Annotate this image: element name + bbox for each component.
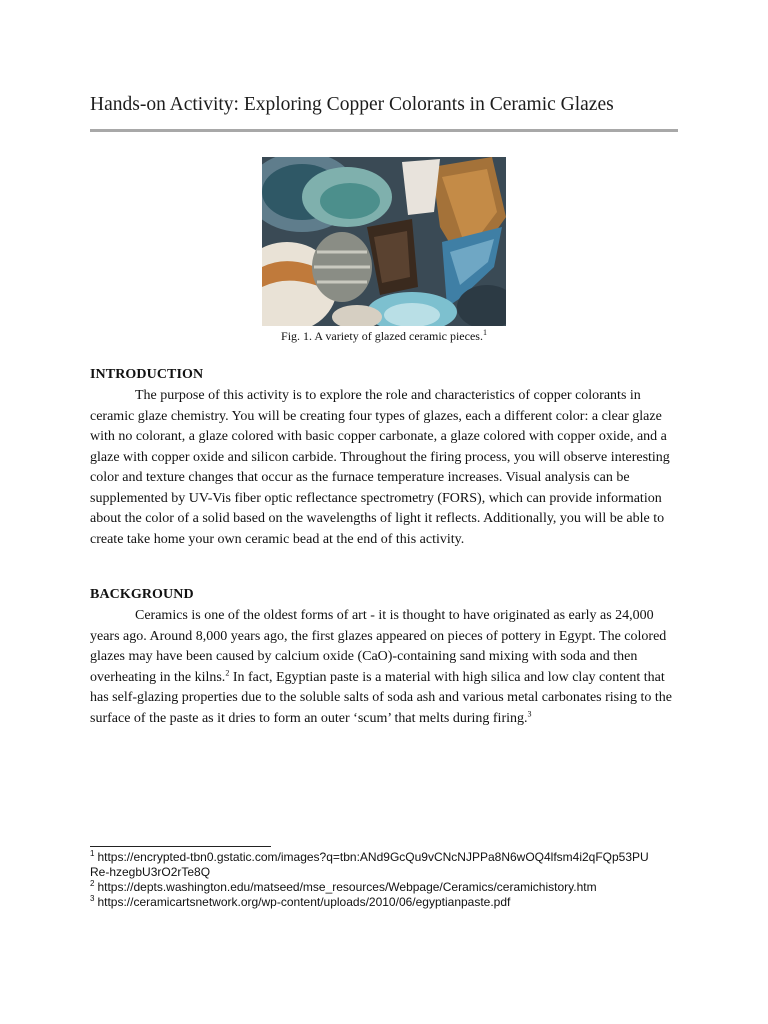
footnote-1 xyxy=(90,850,650,880)
footnote-3 xyxy=(90,895,650,910)
footnote-link[interactable]: https://encrypted-tbn0.gstatic.com/images?q=tbn:ANd9GcQu9vCNcNJPPa8N6wOQ4lfsm4i2qFQp53PURe-hzegbU3rO2rTe8Q xyxy=(90,850,649,879)
background-footnote-ref-2: 2 xyxy=(225,667,230,677)
document-title: Hands-on Activity: Exploring Copper Colorants in Ceramic Glazes xyxy=(90,94,614,115)
background-heading: BACKGROUND xyxy=(90,587,194,602)
background-footnote-ref-3: 3 xyxy=(527,708,532,718)
title-divider xyxy=(90,129,678,132)
ceramics-figure-image xyxy=(262,157,506,326)
introduction-paragraph: The purpose of this activity is to explore the role and characteristics of copper colorants in ceramic glaze chemistry. You will be creating four types of glazes, each a different color: a clear glaze with no colorant, a glaze colored with basic copper carbonate, a glaze colored with copper oxide, and a glaze with copper oxide and silicon carbide. Throughout the firing process, you will observe interesting color and texture changes that occur as the furnace temperature increases. Visual analysis can be supplemented by UV-Vis fiber optic reflectance spectrometry (FORS), which can provide information about the color of a solid based on the wavelengths of light it reflects. Additionally, you will be able to create take home your own ceramic bead at the end of this activity. xyxy=(90,388,670,547)
footnote-link[interactable]: https://depts.washington.edu/matseed/mse_resources/Webpage/Ceramics/ceramichistory.htm xyxy=(97,880,597,894)
footnote-number: 1 xyxy=(90,849,95,858)
figure-caption-footnote-ref: 1 xyxy=(482,328,487,337)
introduction-heading: INTRODUCTION xyxy=(90,367,204,382)
background-text-part2: In fact, Egyptian paste is a material with high silica and low clay content that has self-glazing properties due to the soluble salts of soda ash and various metal carbonates rising to the surface of the paste as it dries to form an outer ‘scum’ that melts during firing. xyxy=(90,669,673,726)
background-text-part1: Ceramics is one of the oldest forms of art - it is thought to have originated as early as 24,000 years ago. Around 8,000 years ago, the first glazes appeared on pieces of pottery in Egypt. The colored glazes may have been caused by calcium oxide (CaO)-containing sand mixing with soda and then overheating in the kilns. xyxy=(90,608,667,685)
background-paragraph xyxy=(90,606,672,729)
footnote-2 xyxy=(90,880,650,895)
ceramics-photo-illustration xyxy=(262,157,506,326)
figure-caption-text: Fig. 1. A variety of glazed ceramic pieces. xyxy=(281,329,483,343)
footnote-number: 3 xyxy=(90,894,95,903)
footnote-separator xyxy=(90,846,271,847)
footnote-link[interactable]: https://ceramicartsnetwork.org/wp-content/uploads/2010/06/egyptianpaste.pdf xyxy=(97,895,511,909)
footnotes xyxy=(90,850,650,910)
figure-caption xyxy=(0,327,768,345)
footnote-number: 2 xyxy=(90,879,95,888)
